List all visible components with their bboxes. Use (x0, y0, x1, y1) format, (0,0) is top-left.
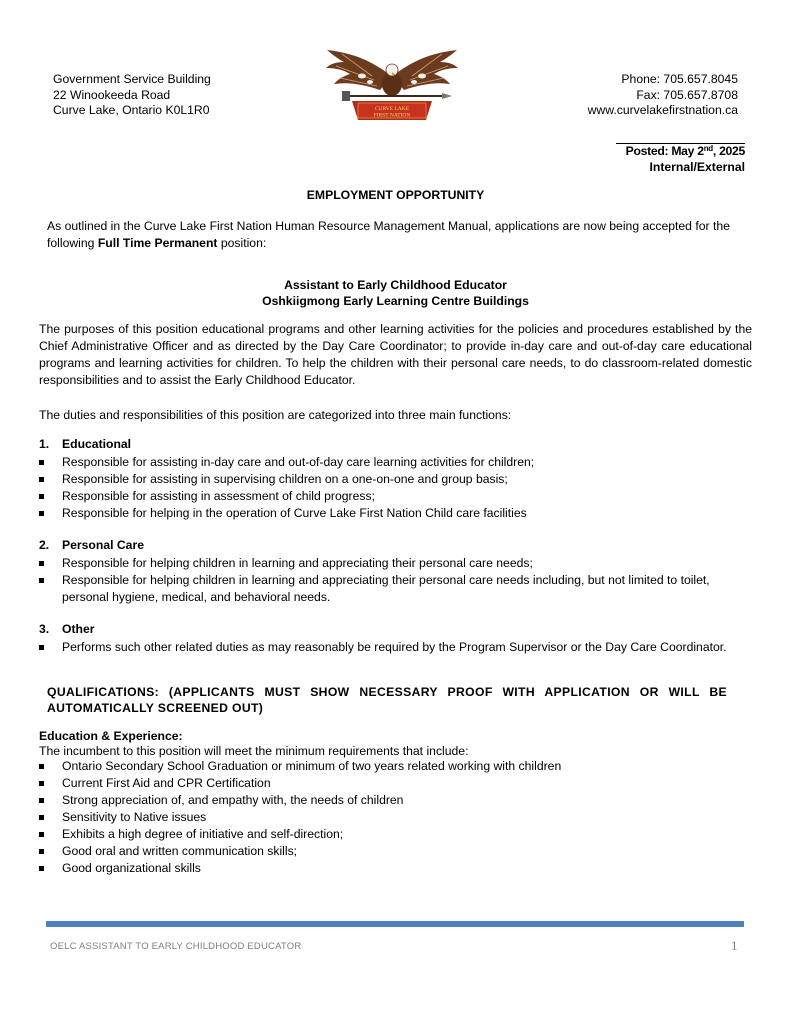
list-item: Sensitivity to Native issues (39, 809, 754, 826)
list-item: Responsible for assisting in assessment of child progress; (39, 488, 754, 505)
position-location: Oshkiigmong Early Learning Centre Buildings (262, 294, 529, 308)
education-subheading: Education & Experience: (39, 729, 183, 743)
purpose-paragraph: The purposes of this position educational programs and other learning activities for the policies and procedures established by the Chief Administrative Officer and as directed by the Day Care Coordinator; to provide in-day care and out-of-day care educational programs and learning activities for children. To help the children with their personal care needs, to do classroom-related domestic responsibilities and to assist the Early Childhood Educator. (39, 322, 752, 387)
section-personal-care-list (39, 555, 754, 606)
posted-date: Posted: May 2nd, 2025 (616, 143, 745, 160)
list-item: Strong appreciation of, and empathy with, the needs of children (39, 792, 754, 809)
contact-block (588, 72, 738, 119)
section-educational-list (39, 454, 754, 522)
requirements-intro: The incumbent to this position will meet the minimum requirements that include: (39, 744, 469, 758)
page-number: 1 (731, 938, 738, 953)
list-item: Responsible for assisting in-day care and out-of-day care learning activities for children; (39, 454, 754, 471)
footer-rule (46, 921, 744, 927)
address-line-city: Curve Lake, Ontario K0L1R0 (53, 103, 210, 117)
duties-intro: The duties and responsibilities of this position are categorized into three main functions: (39, 408, 512, 422)
list-item: Responsible for helping in the operation of Curve Lake First Nation Child care facilities (39, 505, 754, 522)
requirements-list (39, 758, 754, 877)
list-item: Performs such other related duties as may reasonably be required by the Program Supervisor or the Day Care Coordinator. (39, 639, 754, 656)
posting-type: Internal/External (649, 159, 745, 174)
section-other-list (39, 639, 754, 656)
list-item: Ontario Secondary School Graduation or minimum of two years related working with children (39, 758, 754, 775)
phone-number: Phone: 705.657.8045 (621, 72, 738, 86)
list-item: Responsible for assisting in supervising children on a one-on-one and group basis; (39, 471, 754, 488)
section-personal-care-heading: 2. Personal Care (39, 538, 144, 552)
list-item: Responsible for helping children in learning and appreciating their personal care needs including, but not limited to toilet, personal hygiene, medical, and behavioral needs. (39, 572, 754, 606)
position-heading (0, 277, 791, 309)
list-item: Good oral and written communication skills; (39, 843, 754, 860)
address-line-building: Government Service Building (53, 72, 211, 86)
address-block (53, 72, 211, 119)
logo-text-line-2: FIRST NATION (373, 112, 411, 119)
website-link[interactable]: www.curvelakefirstnation.ca (587, 103, 738, 117)
footer-document-title: OELC ASSISTANT TO EARLY CHILDHOOD EDUCATOR (50, 941, 302, 952)
fax-number: Fax: 705.657.8708 (636, 87, 738, 102)
list-item: Good organizational skills (39, 860, 754, 877)
list-item: Responsible for helping children in learning and appreciating their personal care needs; (39, 555, 754, 572)
list-item: Current First Aid and CPR Certification (39, 775, 754, 792)
curve-lake-eagle-logo (322, 46, 462, 124)
address-line-street: 22 Winookeeda Road (53, 87, 171, 102)
section-educational-heading: 1. Educational (39, 437, 132, 451)
section-other-heading: 3. Other (39, 622, 95, 636)
posted-block (616, 143, 745, 175)
position-title: Assistant to Early Childhood Educator (284, 278, 507, 292)
qualifications-heading: QUALIFICATIONS: (APPLICANTS MUST SHOW NECESSARY PROOF WITH APPLICATION OR WILL BE AUTOMATICALLY SCREENED OUT) (47, 685, 727, 715)
logo-text-line-1: CURVE LAKE (374, 106, 410, 112)
intro-paragraph: As outlined in the Curve Lake First Nation Human Resource Management Manual, applications are now being accepted for the following Full Time Permanent position: (47, 219, 730, 250)
page-title: EMPLOYMENT OPPORTUNITY (306, 188, 485, 202)
list-item: Exhibits a high degree of initiative and self-direction; (39, 826, 754, 843)
